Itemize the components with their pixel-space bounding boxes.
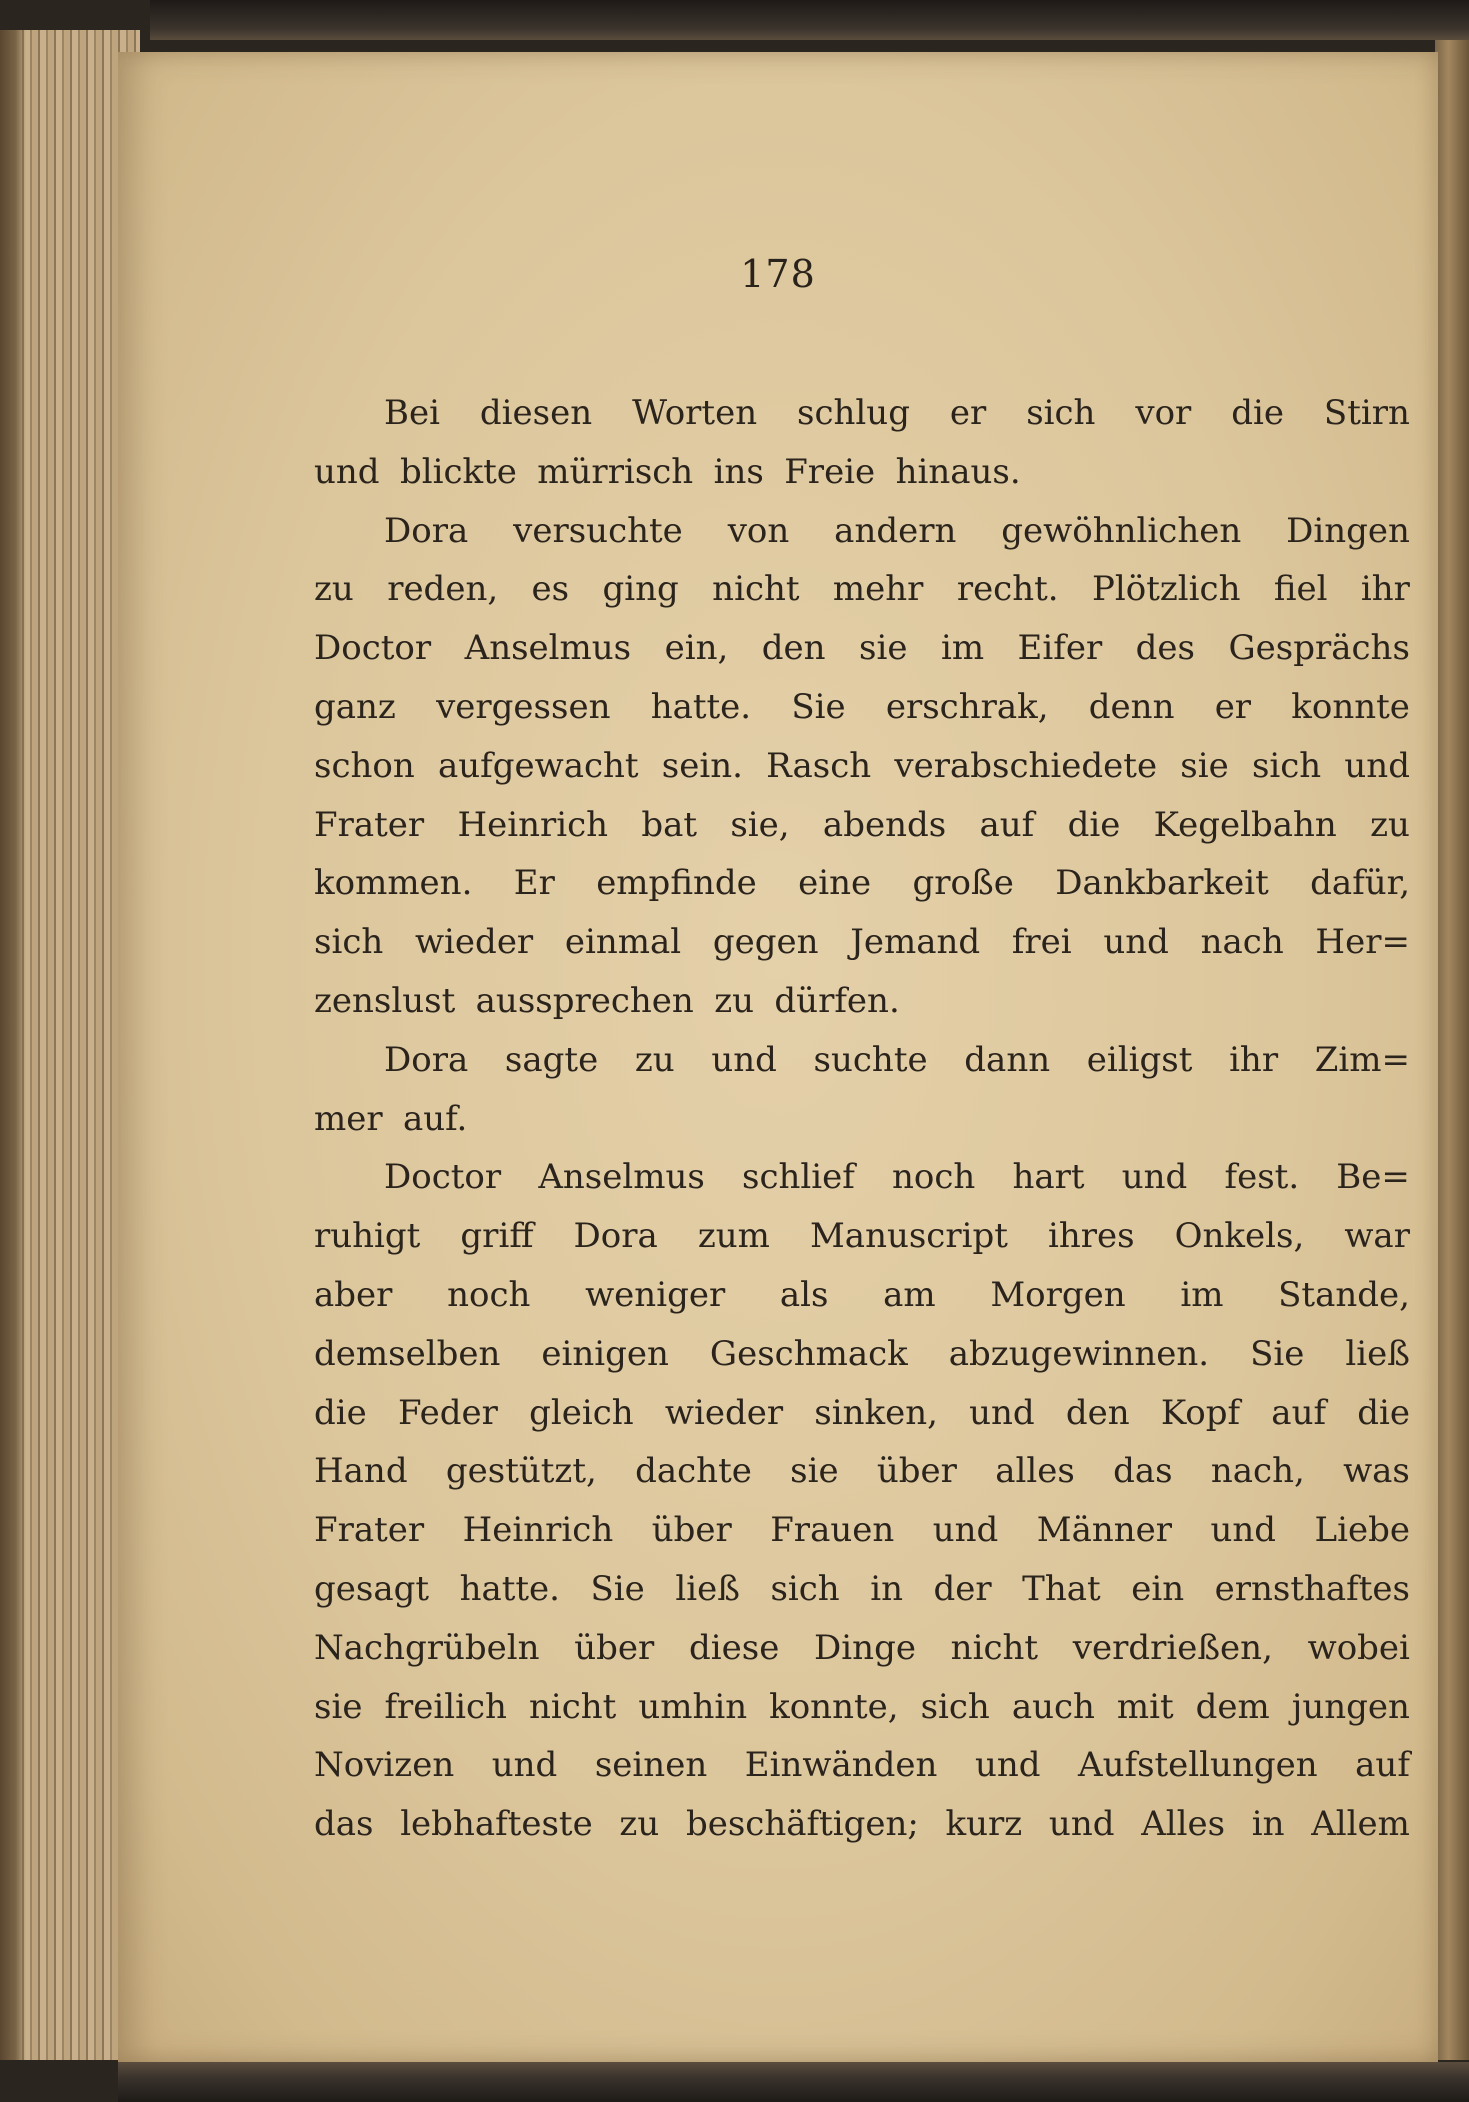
book-page (118, 52, 1438, 2062)
text-line: Doctor Anselmus ein, den sie im Eifer des Gesprächs (314, 628, 1410, 669)
text-line: sich wieder einmal gegen Jemand frei und nach Her= (314, 922, 1410, 963)
text-line: Doctor Anselmus schlief noch hart und fest. Be= (384, 1157, 1410, 1198)
text-line: aber noch weniger als am Morgen im Stande, (314, 1274, 1410, 1315)
text-line: Hand gestützt, dachte sie über alles das nach, was (314, 1451, 1410, 1492)
text-line: Nachgrübeln über diese Dinge nicht verdrießen, wobei (314, 1627, 1410, 1668)
text-line: mer auf. (314, 1098, 468, 1139)
bottom-binding-edge (118, 2062, 1469, 2102)
text-line: Dora versuchte von andern gewöhnlichen Dingen (384, 510, 1410, 551)
text-line: sie freilich nicht umhin konnte, sich auch mit dem jungen (314, 1686, 1410, 1727)
text-line: gesagt hatte. Sie ließ sich in der That ein ernsthaftes (314, 1568, 1410, 1609)
text-line: Frater Heinrich bat sie, abends auf die Kegelbahn zu (314, 804, 1410, 845)
text-line: Dora sagte zu und suchte dann eiligst ihr Zim= (384, 1039, 1410, 1080)
text-line: das lebhafteste zu beschäftigen; kurz und Alles in Allem (314, 1804, 1410, 1845)
text-line: und blickte mürrisch ins Freie hinaus. (314, 451, 1021, 492)
text-line: zenslust aussprechen zu dürfen. (314, 980, 900, 1021)
right-cover-edge (1435, 40, 1469, 2060)
text-line: zu reden, es ging nicht mehr recht. Plötzlich fiel ihr (314, 569, 1410, 610)
page-number: 178 (740, 252, 816, 296)
text-line: Bei diesen Worten schlug er sich vor die Stirn (384, 393, 1410, 433)
text-line: ganz vergessen hatte. Sie erschrak, denn er konnte (314, 686, 1410, 727)
text-line: Novizen und seinen Einwänden und Aufstellungen auf (314, 1745, 1410, 1786)
text-line: Frater Heinrich über Frauen und Männer und Liebe (314, 1510, 1410, 1551)
text-line: demselben einigen Geschmack abzugewinnen. Sie ließ (314, 1333, 1410, 1374)
text-line: schon aufgewacht sein. Rasch verabschiedete sie sich und (314, 745, 1410, 786)
text-line: kommen. Er empfinde eine große Dankbarkeit dafür, (314, 863, 1410, 904)
top-binding-edge (150, 0, 1469, 40)
text-line: die Feder gleich wieder sinken, und den Kopf auf die (314, 1392, 1410, 1433)
body-text (314, 384, 1410, 1854)
text-line: ruhigt griff Dora zum Manuscript ihres Onkels, war (314, 1216, 1410, 1257)
